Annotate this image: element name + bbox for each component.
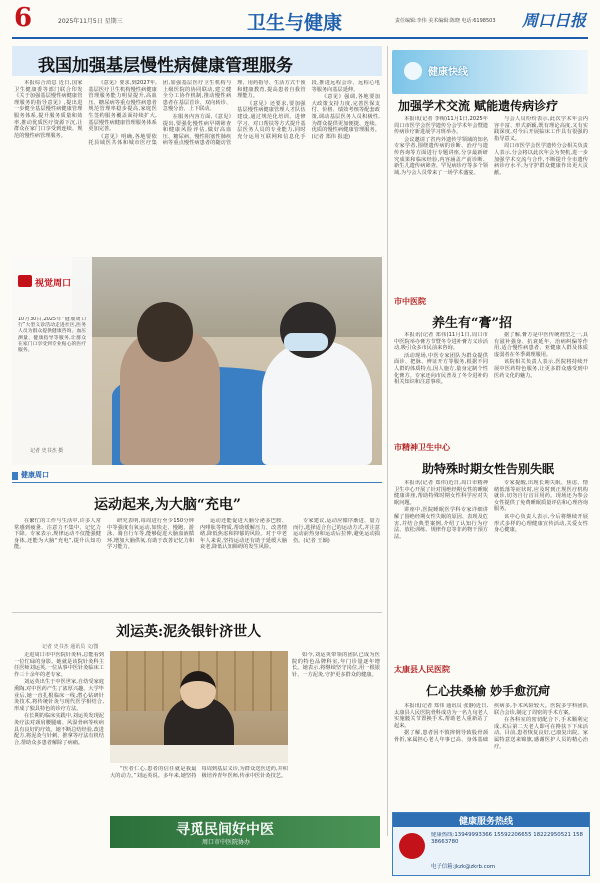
hospital-c-kicker: 太康县人民医院 (394, 665, 450, 674)
paper-name: 周口日报 (522, 11, 587, 30)
editors-line: 责任编辑:李伟 美术编辑:陈晓 电话:6198503 (395, 18, 496, 24)
tcm-banner-subtitle: 周口市中医院协办 (202, 839, 251, 846)
hospital-b-body (394, 480, 588, 602)
health-banner-label: 健康快线 (428, 67, 468, 78)
hospital-c-paragraph: 在各科室的密切配合下,手术顺利完成,术后第二天老人即可在搀扶下下床活动。目前,患者恢复良好,已康复出院。家属特意送来锦旗,感谢医护人员的精心治疗。 (494, 717, 588, 750)
section-title: 卫生与健康 (247, 12, 343, 34)
tcm-paragraph: 走进周口市中医院针灸科,总能看到一位忙碌的身影。她就是该院针灸科主任医师刘运英,一位从事中医针灸临床工作三十余年的老专家。 (14, 652, 104, 678)
tcm-banner (110, 816, 380, 848)
video-label: 视觉周口 (35, 279, 72, 289)
issue-date: 2025年11月5日 星期三 (58, 18, 123, 25)
hospital-c-paragraph: 本报讯(记者 郑伟 通讯员 张静)近日,太康县人民医院骨科成功为一名九旬老人实施髋关节置换手术,帮助老人重新站了起来。 (394, 703, 488, 729)
hospital-b-headline: 助特殊时期女性告别失眠 (422, 462, 555, 476)
phone-icon (399, 833, 425, 859)
sport-body (14, 518, 380, 608)
right-top-paragraph: 与会人员纷纷表示,此次学术年会内容丰富、形式新颖,既有理论高度,又有实践深度,对今后开展临床工作具有很强的指导意义。 (494, 116, 588, 142)
hospital-b-kicker: 市精神卫生中心 (394, 443, 450, 452)
doctor-mask (284, 333, 328, 351)
hospital-b-paragraph: 专家提醒,出现长期失眠、焦虑、情绪低落等症状时,应及时到正规医疗机构就诊,切勿自行盲目用药。现场还为参会女性提供了免费睡眠质量评估和心理咨询服务。 (494, 480, 588, 513)
lead-paragraph: 在服务内容方面,《意见》提出,要强化慢性病早期筛查和健康风险评估,做好高血压、糖尿病、慢性阻塞性肺疾病等重点慢性病患者的随访管理、用药指导、生活方式干预和健康教育,提高患者自我管理能力。 (162, 80, 306, 147)
sport-paragraph: 运动还能促进大脑分泌多巴胺、内啡肽等物质,帮助缓解压力、改善情绪,降低焦虑和抑郁的风险。对于中老年人来说,坚持运动还有助于延缓大脑衰老,降低认知障碍的发生风险。 (200, 518, 287, 551)
hospital-a-paragraph: 本报讯(记者 郑伟)11月1日,周口市中医院举办膏方节暨冬令进补膏方义诊活动,吸引众多市民前来咨询。 (394, 332, 488, 352)
hotline-phones: 健康热线:13949993366 15592206655 18222950521 15838663780 (431, 832, 583, 845)
lead-paragraph: 《意见》强调,各地要加大政策支持力度,完善医保支付、价格、绩效考核等配套政策,调动基层医务人员积极性,为群众提供更加便捷、连续、优质的慢性病健康管理服务。(记者 郑伟 报道) (311, 94, 380, 140)
hospital-a-kicker: 市中医院 (394, 297, 426, 306)
lead-headline-box (12, 46, 382, 76)
sport-paragraph: 专家建议,运动应循序渐进、量力而行,选择适合自己的运动方式,并注意运动前热身和运动后拉伸,避免运动损伤。(记者 王颖) (293, 518, 380, 544)
desk (110, 745, 288, 763)
right-top-paragraph: 本报讯(记者 李梅)11月1日,2025年周口市医学会医学遗传分会学术年会暨遗传病诊疗新进展学习班举办。 (394, 116, 488, 136)
doctor-figure (262, 341, 372, 465)
hotline-ad (392, 812, 590, 876)
hospital-b-paragraph: 本报讯(记者 郑伟)近日,周口市精神卫生中心开展了针对围绝经期女性的睡眠健康讲座,帮助特殊时期女性科学应对失眠问题。 (394, 480, 488, 506)
hospital-a-paragraph: 据了解,膏方是中医传统剂型之一,具有滋补强身、抗衰延年、治病纠偏等作用,适合慢性病患者、亚健康人群及体质虚弱者在冬季调理服用。 (494, 332, 588, 358)
hospital-a-body (394, 332, 588, 428)
section-label-icon (12, 472, 18, 480)
photo-caption: 10月30日,2025年“健康周口行”大型义诊活动走进社区,医务人员为群众提供健康咨询、血压测量、健康指导等服务,让群众在家门口享受到专业贴心的医疗服务。 (18, 317, 86, 354)
heart-icon (404, 62, 422, 80)
video-label-box (18, 273, 84, 293)
sport-paragraph: 在繁忙的工作与生活中,许多人常常感到疲惫、注意力不集中、记忆力下降。专家表示,规律运动不仅能强健身体,还能为大脑“充电”,提升认知功能。 (14, 518, 101, 551)
horizontal-divider (12, 612, 382, 613)
tcm-paragraph: 刘运英出生于中医世家,自幼受家庭熏陶,对中医药产生了浓厚兴趣。大学毕业后,她一直扎根临床一线,潜心钻研针灸技术,将传统针灸与现代医学相结合,形成了独具特色的诊疗方法。 (14, 679, 104, 712)
tcm-headline: 刘运英:泥灸银针济世人 (116, 624, 262, 640)
tcm-photo (110, 651, 288, 763)
hospital-c-paragraph: 据了解,患者因不慎摔倒导致股骨颈骨折,家属担心老人年事已高、身体基础疾病多,手术风险较大。医院多学科团队联合会诊,制定了周密的手术方案。 (394, 703, 588, 743)
hotline-title: 健康服务热线 (459, 817, 514, 827)
tcm-body-right (292, 652, 380, 814)
lead-body (14, 80, 380, 252)
lead-paragraph: 本报综合消息 近日,国家卫生健康委等部门联合印发《关于加强基层慢性病健康管理服务的指导意见》,提出进一步健全基层慢性病健康管理服务体系,提升服务质量和效率,推动优质医疗资源下沉,让群众在家门口享受到连续、规范的慢性病管理服务。 (14, 80, 83, 139)
tcm-paragraph: 在长期的临床实践中,刘运英发现泥灸疗法对颈肩腰腿痛、风湿骨病等疾病具有良好的疗效。她不断总结经验,改进配方,将泥灸与针刺、推拿等疗法有机结合,帮助众多患者解除了病痛。 (14, 713, 104, 746)
photo-caption-panel (12, 257, 92, 465)
hospital-c-headline: 仁心扶桑榆 妙手愈沉疴 (426, 684, 551, 698)
doctor-portrait-head (180, 671, 216, 709)
hospital-b-paragraph: 讲座中,医院睡眠医学科专家详细讲解了围绝经期女性失眠的原因、表现及危害,并结合典型案例,介绍了认知行为疗法、放松训练、规律作息等非药物干预方法。 (394, 507, 488, 540)
page-number: 6 (14, 3, 33, 33)
section-label-bar (12, 470, 382, 483)
masthead (0, 0, 600, 44)
right-top-headline: 加强学术交流 赋能遗传病诊疗 (398, 99, 559, 113)
lead-headline: 我国加强基层慢性病健康管理服务 (38, 56, 293, 76)
masthead-rule (12, 37, 588, 39)
hospital-a-paragraph: 活动现场,中医专家团队为群众提供面诊、把脉、辨证开方等服务,根据不同人群的体质特点,因人施方,量身定制个性化膏方。专家还向市民普及了冬令进补的相关知识和注意事项。 (394, 352, 488, 386)
hospital-a-headline: 养生有“膏”招 (432, 316, 512, 331)
sport-headline: 运动起来,为大脑“充电” (94, 497, 241, 513)
hospital-c-body (394, 703, 588, 807)
tcm-body-left (14, 652, 104, 852)
right-top-paragraph: 会议邀请了省内外遗传学领域的知名专家学者,围绕遗传病的诊断、治疗与遗传咨询等方面进行专题讲座,分享最新研究成果和临床经验,内容涵盖产前诊断、新生儿遗传病筛查、罕见病诊疗等多个领域,为与会人员带来了一场学术盛宴。 (394, 136, 488, 176)
hospital-a-paragraph: 该院相关负责人表示,医院将持续开展中医药特色服务,让更多群众感受到中医药文化的魅力。 (494, 359, 588, 379)
video-camera-icon (18, 275, 32, 287)
right-top-body (394, 116, 588, 268)
tcm-byline: 记者 史书杰 通讯员 文/图 (42, 644, 99, 650)
tcm-paragraph: “医者仁心,患者的信任就是我最大的动力。”刘运英说。多年来,她坚持每周到基层义诊,为群众送医送药,并积极培养青年医师,传承中医针灸技艺。 (110, 766, 288, 779)
tcm-banner-title: 寻觅民间好中医 (176, 822, 274, 838)
lead-paragraph: 《意见》明确,各地要依托县域医共体和城市医疗集团,加强基层医疗卫生机构与上级医院的协同联动,建立健全分工协作机制,推动慢性病患者在基层首诊、双向转诊、急慢分治、上下联动。 (88, 80, 232, 147)
hotline-email: 电子信箱:jkzk@zkrb.com (431, 864, 496, 870)
photo-credit: 记者 史书杰 摄 (30, 448, 64, 454)
health-banner (392, 50, 588, 94)
column-divider (387, 46, 388, 836)
tcm-body-mid (110, 766, 288, 814)
hospital-b-paragraph: 该中心负责人表示,今后将继续开展形式多样的心理健康宣传活动,关爱女性身心健康。 (494, 513, 588, 534)
tcm-paragraph: 如今,刘运英带领的团队已成为医院的特色品牌科室,年门诊量逐年增长。她表示,将继续坚守岗位,用一根银针、一方泥灸,守护更多群众的健康。 (292, 652, 380, 678)
hotline-title-bar (393, 813, 589, 827)
section-label: 健康周口 (21, 471, 49, 479)
right-top-paragraph: 周口市医学会医学遗传分会相关负责人表示,分会将以此次年会为契机,进一步加强学术交流与合作,不断提升全市遗传病诊疗水平,为守护群众健康作出更大贡献。 (494, 143, 588, 176)
main-photo (12, 257, 382, 465)
elderly-woman-head (137, 302, 193, 362)
sport-paragraph: 研究表明,每周进行至少150分钟中等强度有氧运动,如快走、慢跑、游泳、骑自行车等,能够促进大脑血液循环,增加大脑供氧,有助于改善记忆力和学习能力。 (107, 518, 194, 551)
lead-paragraph: 《意见》还要求,要加强基层慢性病健康管理人才队伍建设,通过规范化培训、进修学习、对口帮扶等方式提升基层医务人员的专业能力,同时充分运用互联网和信息化手段,推进远程会诊、远程心电等服务向基层延伸。 (237, 80, 380, 140)
lead-paragraph: 《意见》要求,到2027年,基层医疗卫生机构慢性病健康管理服务能力明显提升,高血压、糖尿病等重点慢性病患者规范管理率稳步提高,家庭医生签约服务覆盖面持续扩大,基层慢性病健康管理服务体系更加完善。 (88, 80, 157, 133)
